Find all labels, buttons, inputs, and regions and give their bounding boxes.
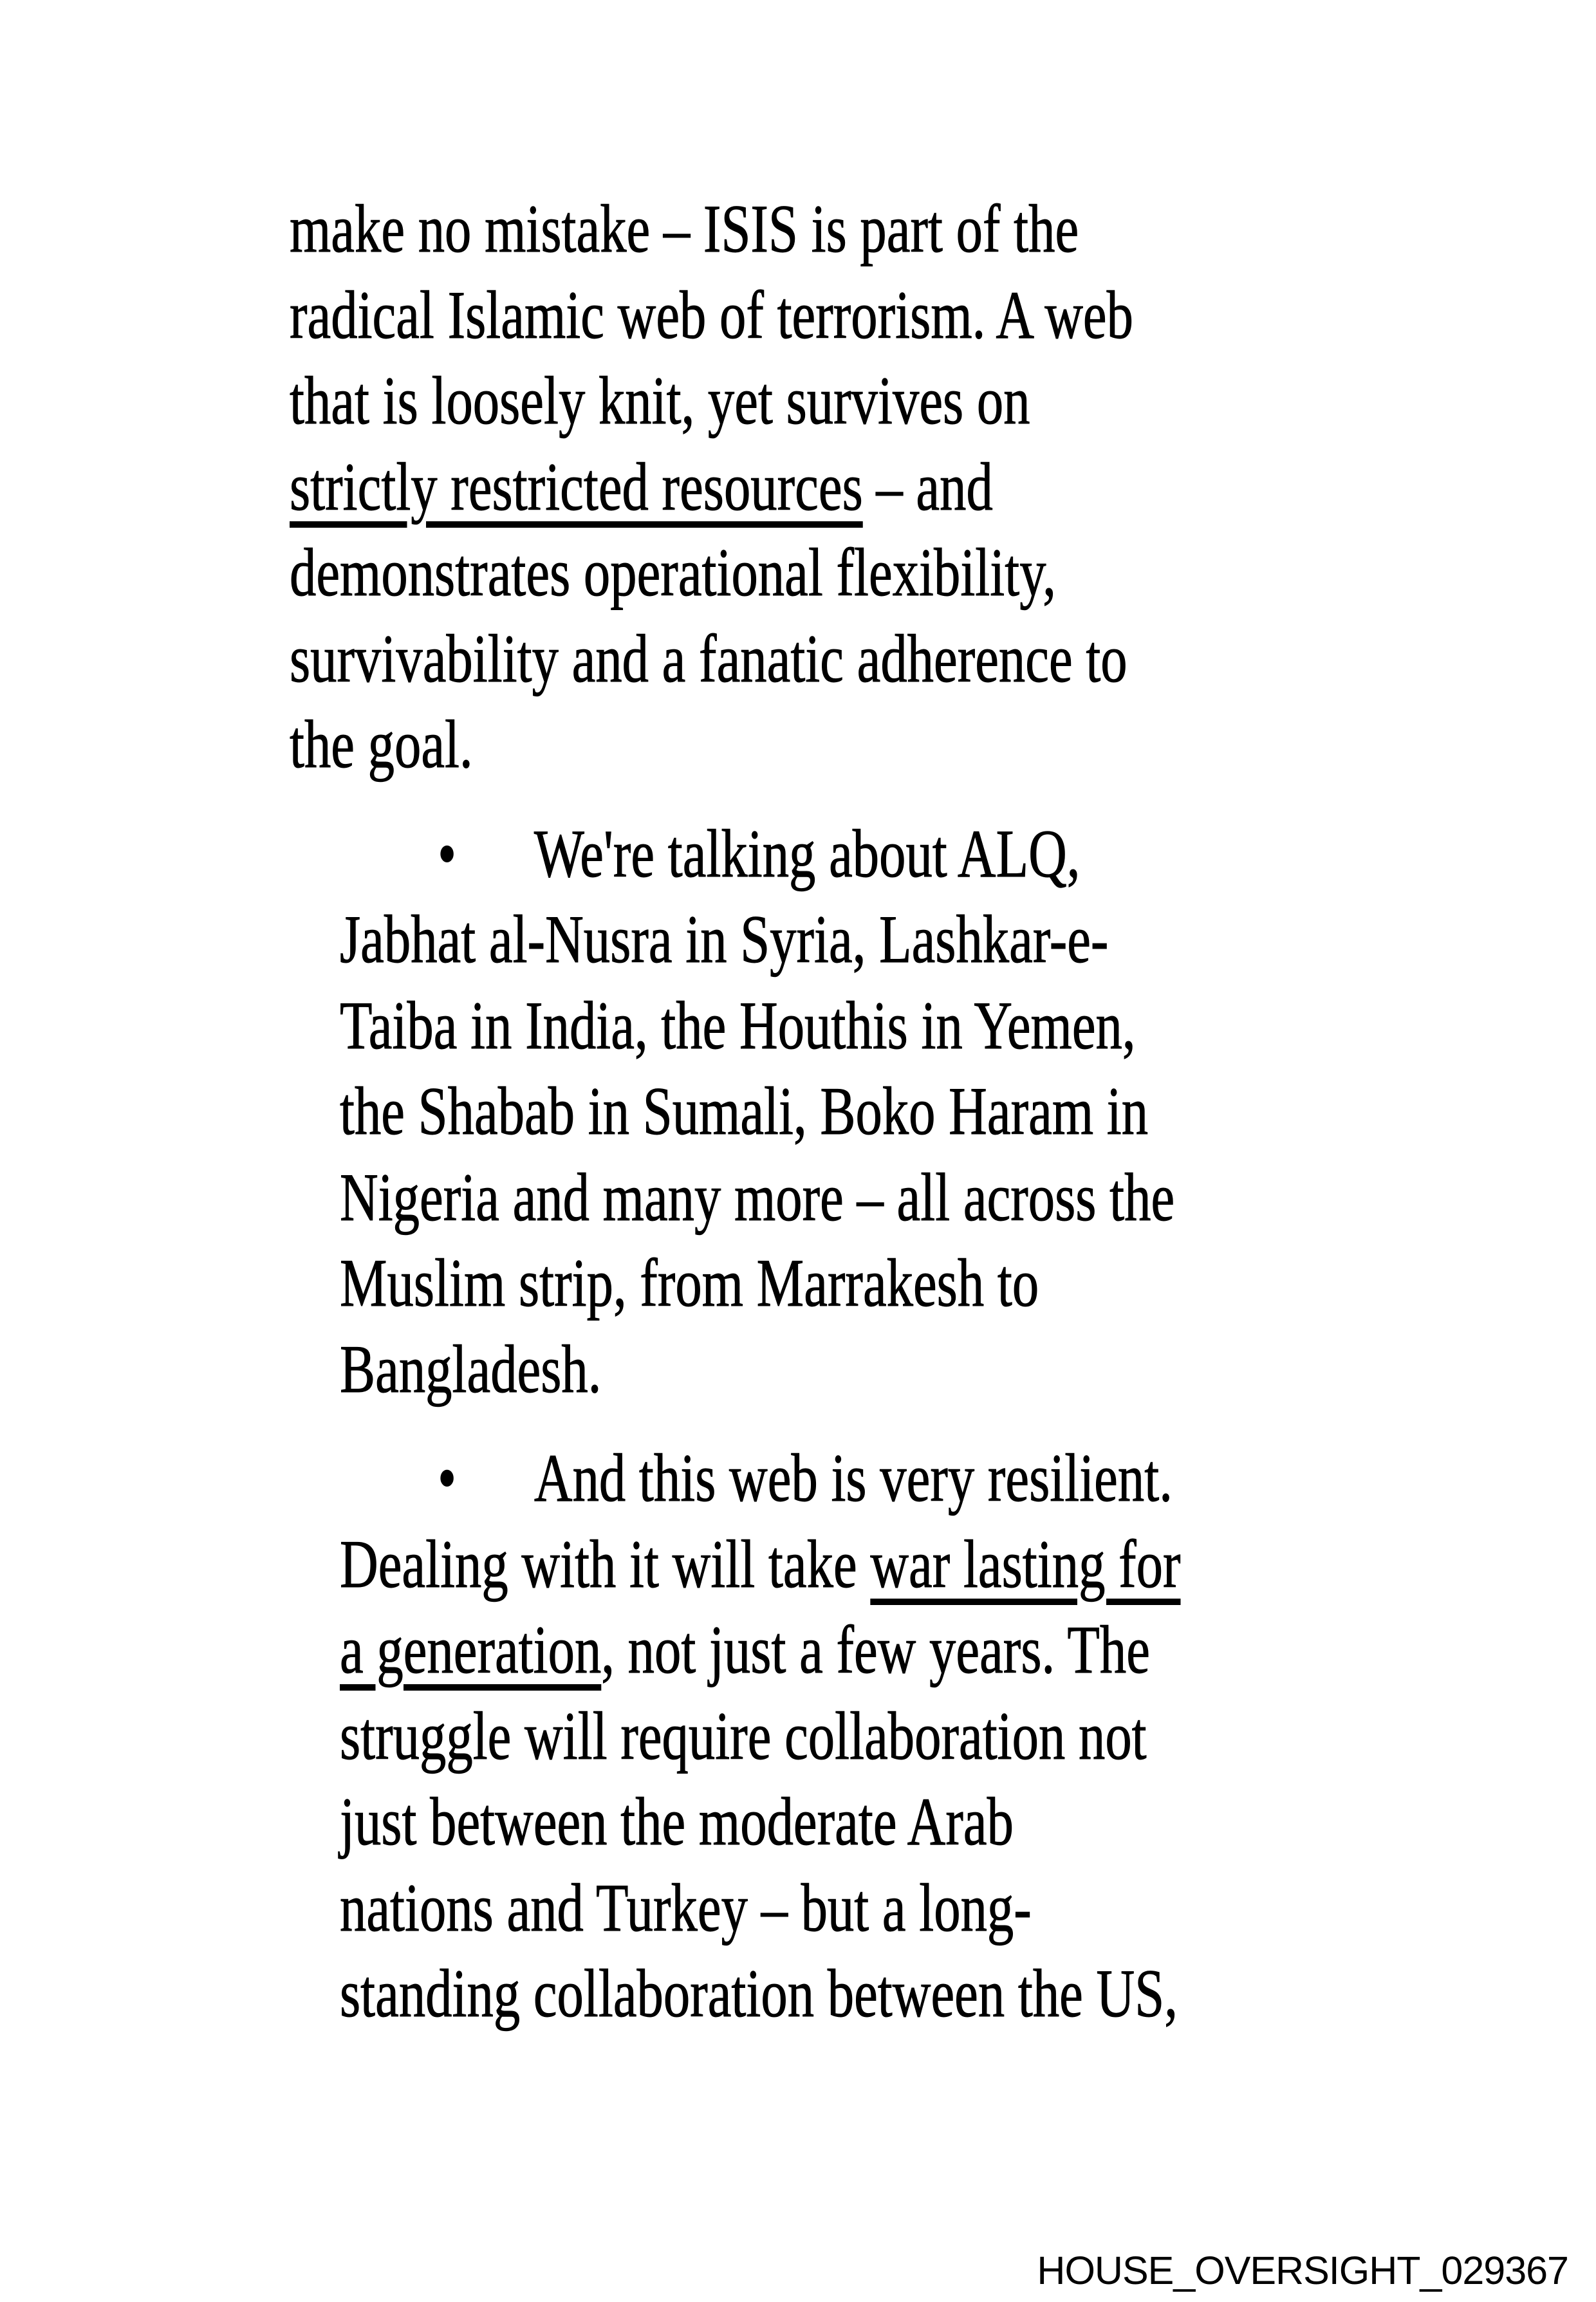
text-line: nations and Turkey – but a long- <box>340 1870 1032 1945</box>
underlined-text: war lasting for <box>870 1526 1181 1602</box>
text-line <box>340 1607 1444 1693</box>
text-line: the Shabab in Sumali, Boko Haram in <box>340 1073 1149 1149</box>
bullet-item-groups <box>290 811 1444 1413</box>
text-line <box>438 811 1444 897</box>
underlined-text: a generation <box>340 1612 602 1687</box>
text-segment: And this web is very resilient. <box>534 1440 1173 1516</box>
text-segment: , not just a few years. The <box>601 1612 1150 1687</box>
text-line: Muslim strip, from Marrakesh to <box>340 1245 1039 1321</box>
underlined-text: strictly restricted resources <box>290 449 863 524</box>
text-line: struggle will require collaboration not <box>340 1698 1147 1774</box>
text-segment: Dealing with it will take <box>340 1526 871 1602</box>
text-line: survivability and a fanatic adherence to <box>290 620 1127 696</box>
text-segment: – and <box>862 449 993 524</box>
text-segment: We're talking about ALQ, <box>534 815 1081 891</box>
text-line <box>290 444 1444 530</box>
text-line: Nigeria and many more – all across the <box>340 1159 1175 1235</box>
text-line <box>438 1435 1444 1521</box>
text-line: the goal. <box>290 707 473 782</box>
bates-stamp: HOUSE_OVERSIGHT_029367 <box>1037 2249 1568 2292</box>
bullet-item-resilient-web <box>290 1435 1444 2037</box>
text-line: just between the moderate Arab <box>340 1784 1014 1859</box>
text-line: Bangladesh. <box>340 1331 602 1407</box>
text-line: demonstrates operational flexibility, <box>290 535 1056 610</box>
text-line: standing collaboration between the US, <box>340 1956 1178 2031</box>
text-line: make no mistake – ISIS is part of the <box>290 191 1079 266</box>
bullet-marker: • <box>438 815 457 891</box>
document-text-block <box>290 186 1444 2037</box>
bullet-marker: • <box>438 1440 457 1516</box>
paragraph-intro <box>290 186 1444 788</box>
text-line: Taiba in India, the Houthis in Yemen, <box>340 987 1136 1063</box>
text-line: radical Islamic web of terrorism. A web <box>290 277 1133 353</box>
text-line <box>340 1521 1444 1608</box>
text-line: Jabhat al-Nusra in Syria, Lashkar-e- <box>340 902 1109 977</box>
text-line: that is loosely knit, yet survives on <box>290 363 1030 438</box>
